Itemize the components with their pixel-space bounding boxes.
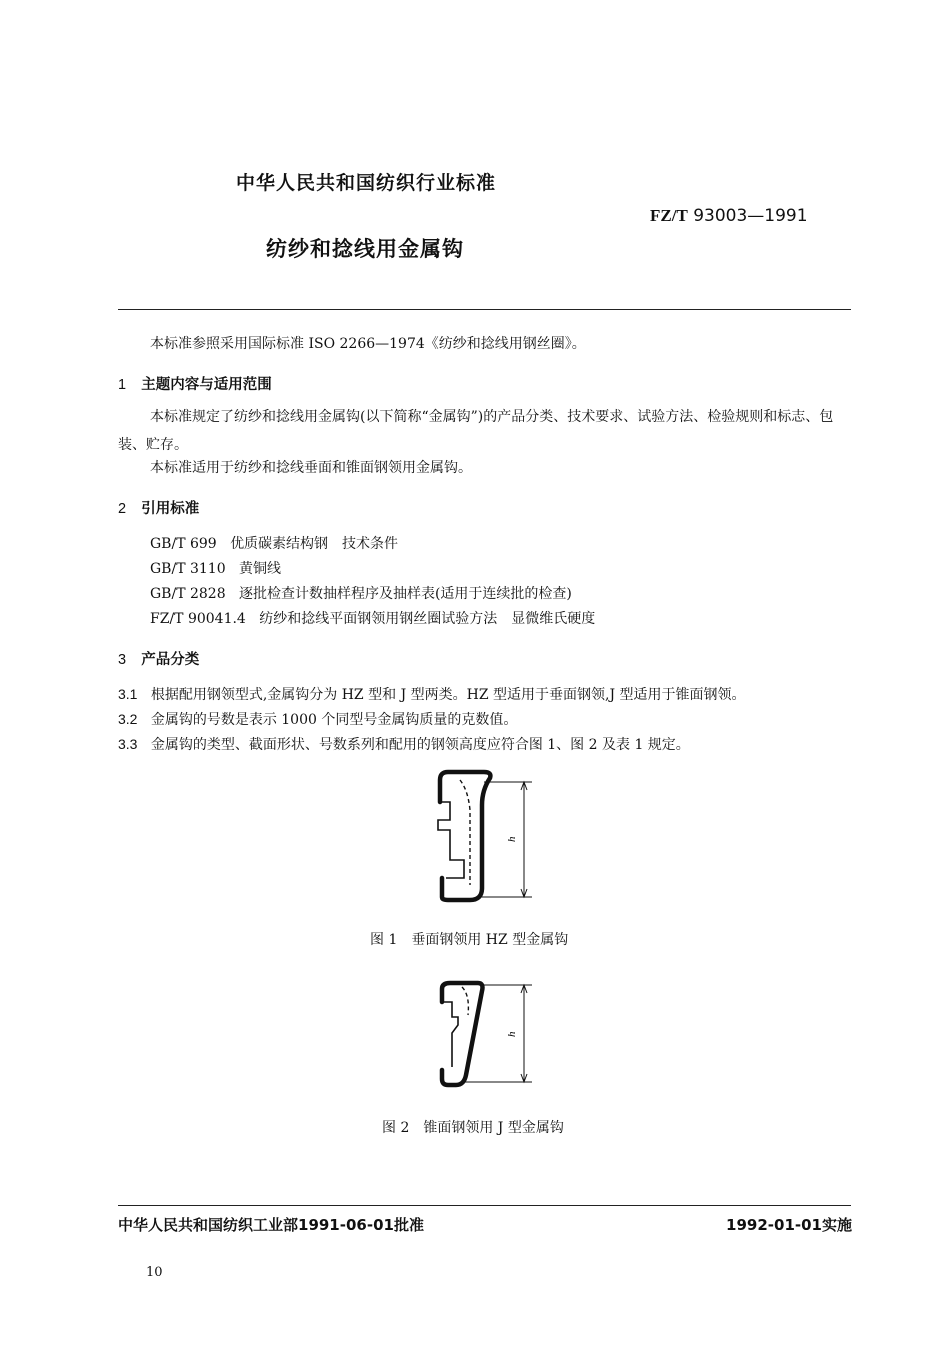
- implementation-date: 1992-01-01实施: [726, 1216, 852, 1234]
- section-title: 引用标准: [141, 501, 200, 517]
- reference-item: [150, 608, 595, 628]
- document-title: 纺纱和捻线用金属钩: [266, 237, 464, 261]
- hook-inner-profile: [438, 802, 464, 878]
- standard-code-prefix: FZ/T: [650, 206, 688, 225]
- approval-date: 中华人民共和国纺织工业部1991-06-01批准: [118, 1216, 424, 1234]
- standard-code-number: 93003—1991: [693, 206, 808, 226]
- section-number: 3: [118, 652, 127, 668]
- section-number: 2: [118, 501, 127, 517]
- section-2-heading: [118, 497, 199, 518]
- section-number: 1: [118, 377, 127, 393]
- reference-code: GB/T 2828: [150, 586, 226, 602]
- reference-title: 逐批检查计数抽样程序及抽样表(适用于连续批的检查): [238, 586, 572, 602]
- header-divider: [118, 309, 851, 310]
- hz-hook-drawing: [420, 760, 550, 905]
- reference-item: [150, 583, 572, 603]
- standard-code: [650, 206, 808, 226]
- footer-divider: [118, 1205, 851, 1206]
- reference-title: 黄铜线: [238, 561, 281, 577]
- figure-2-caption: 图 2 锥面钢领用 J 型金属钩: [382, 1120, 564, 1136]
- j-hook-drawing: [420, 975, 550, 1095]
- hook-hidden-line: [462, 987, 468, 1015]
- reference-item: [150, 558, 281, 578]
- clause-number: 3.3: [118, 736, 138, 752]
- reference-code: GB/T 3110: [150, 561, 226, 577]
- hook-outline: [442, 983, 483, 1085]
- reference-code: FZ/T 90041.4: [150, 611, 246, 627]
- standard-category: 中华人民共和国纺织行业标准: [236, 172, 497, 194]
- clause-text: 根据配用钢领型式,金属钩分为 HZ 型和 J 型两类。HZ 型适用于垂面钢领,J 型适用于锥面钢领。: [150, 687, 746, 703]
- section-1-heading: [118, 373, 272, 394]
- intro-text: 本标准参照采用国际标准 ISO 2266—1974《纺纱和捻线用钢丝圈》。: [150, 336, 586, 352]
- reference-item: [150, 533, 398, 553]
- reference-title: 纺纱和捻线平面钢领用钢丝圈试验方法 显微维氏硬度: [259, 611, 596, 627]
- hook-hidden-line: [460, 780, 470, 885]
- clause-3-3: [118, 734, 690, 755]
- page-number: 10: [146, 1265, 163, 1280]
- clause-text: 金属钩的号数是表示 1000 个同型号金属钩质量的克数值。: [150, 712, 518, 728]
- section-3-heading: [118, 648, 199, 669]
- hook-inner-profile: [442, 1002, 458, 1067]
- clause-number: 3.2: [118, 711, 138, 727]
- clause-number: 3.1: [118, 686, 138, 702]
- section-1-paragraph-1: 本标准规定了纺纱和捻线用金属钩(以下简称“金属钩”)的产品分类、技术要求、试验方法、检验规则和标志、包装、贮存。: [118, 409, 834, 453]
- reference-code: GB/T 699: [150, 536, 217, 552]
- section-title: 主题内容与适用范围: [141, 377, 272, 393]
- reference-title: 优质碳素结构钢 技术条件: [230, 536, 399, 552]
- section-1-paragraph-2: 本标准适用于纺纱和捻线垂面和锥面钢领用金属钩。: [150, 460, 472, 476]
- clause-text: 金属钩的类型、截面形状、号数系列和配用的钢领高度应符合图 1、图 2 及表 1 规定。: [150, 737, 690, 753]
- figure-1-caption: 图 1 垂面钢领用 HZ 型金属钩: [370, 932, 569, 948]
- clause-3-1: [118, 684, 746, 705]
- section-title: 产品分类: [141, 652, 200, 668]
- hook-outline: [440, 772, 490, 900]
- dimension-label-h: h: [506, 1031, 518, 1037]
- clause-3-2: [118, 709, 517, 730]
- dimension-label-h: h: [506, 836, 518, 842]
